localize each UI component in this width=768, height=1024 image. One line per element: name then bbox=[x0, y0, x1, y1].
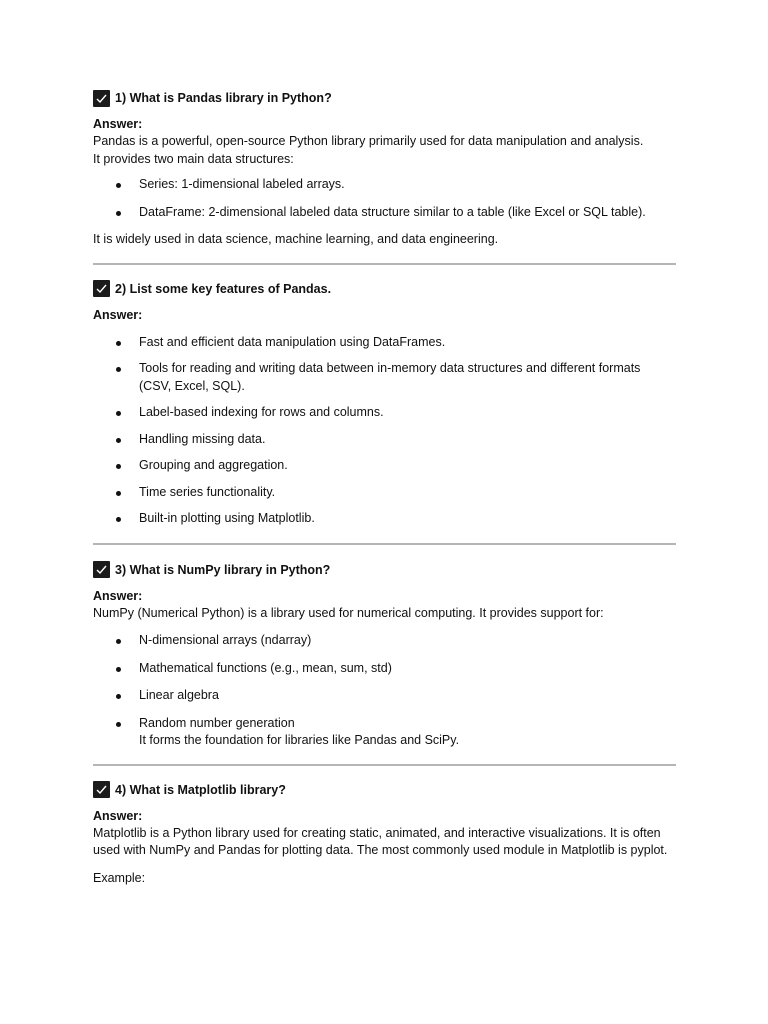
answer-label: Answer: bbox=[93, 117, 143, 131]
q4-body: Matplotlib is a Python library used for creating static, animated, and interactive visualizations. It is often used with NumPy and Pandas for plotting data. The most commonly used module in Matplotlib is pyplot. bbox=[93, 825, 668, 857]
q4-example-label: Example: bbox=[93, 870, 146, 885]
answer-label: Answer: bbox=[93, 588, 143, 603]
q3-bullet-list bbox=[93, 632, 676, 750]
question-2 bbox=[93, 279, 676, 528]
list-item: Series: 1-dimensional labeled arrays. bbox=[93, 176, 676, 194]
section-divider bbox=[93, 764, 676, 766]
q1-bullet-list bbox=[93, 176, 676, 221]
q3-intro: NumPy (Numerical Python) is a library used for numerical computing. It provides support for: bbox=[93, 605, 604, 620]
q1-intro-line-2: It provides two main data structures: bbox=[93, 151, 294, 166]
list-item-text: Random number generation bbox=[139, 715, 295, 730]
q2-bullet-list bbox=[93, 334, 676, 528]
document-page bbox=[93, 88, 676, 887]
question-4-heading bbox=[93, 780, 676, 800]
answer-label: Answer: bbox=[93, 808, 143, 823]
question-3-heading bbox=[93, 560, 676, 580]
list-item: Tools for reading and writing data between in-memory data structures and different formats (CSV, Excel, SQL). bbox=[93, 360, 676, 395]
question-4 bbox=[93, 780, 676, 888]
list-item: Built-in plotting using Matplotlib. bbox=[93, 510, 676, 528]
list-item: Fast and efficient data manipulation using DataFrames. bbox=[93, 334, 676, 352]
checkmark-icon bbox=[93, 90, 110, 107]
list-item-continuation: It forms the foundation for libraries like Pandas and SciPy. bbox=[139, 733, 460, 747]
list-item: DataFrame: 2-dimensional labeled data structure similar to a table (like Excel or SQL table). bbox=[93, 204, 676, 222]
question-1-heading bbox=[93, 88, 676, 108]
list-item: Label-based indexing for rows and columns. bbox=[93, 404, 676, 422]
section-divider bbox=[93, 263, 676, 265]
section-divider bbox=[93, 543, 676, 545]
checkmark-icon bbox=[93, 280, 110, 297]
q1-intro-line-1: Pandas is a powerful, open-source Python library primarily used for data manipulation and analysis. bbox=[93, 134, 644, 148]
question-1-title: 1) What is Pandas library in Python? bbox=[115, 91, 332, 105]
list-item: Grouping and aggregation. bbox=[93, 457, 676, 475]
list-item: Mathematical functions (e.g., mean, sum, std) bbox=[93, 660, 676, 678]
question-2-heading bbox=[93, 279, 676, 299]
answer-label: Answer: bbox=[93, 307, 143, 322]
question-4-title: 4) What is Matplotlib library? bbox=[115, 782, 286, 797]
list-item: Time series functionality. bbox=[93, 484, 676, 502]
checkmark-icon bbox=[93, 781, 110, 798]
list-item: N-dimensional arrays (ndarray) bbox=[93, 632, 676, 650]
list-item: Handling missing data. bbox=[93, 431, 676, 449]
question-1 bbox=[93, 88, 676, 249]
list-item: Linear algebra bbox=[93, 687, 676, 705]
question-2-title: 2) List some key features of Pandas. bbox=[115, 281, 332, 296]
q1-outro: It is widely used in data science, machine learning, and data engineering. bbox=[93, 232, 499, 246]
checkmark-icon bbox=[93, 561, 110, 578]
question-3 bbox=[93, 560, 676, 750]
list-item bbox=[93, 715, 676, 750]
question-3-title: 3) What is NumPy library in Python? bbox=[115, 562, 331, 577]
